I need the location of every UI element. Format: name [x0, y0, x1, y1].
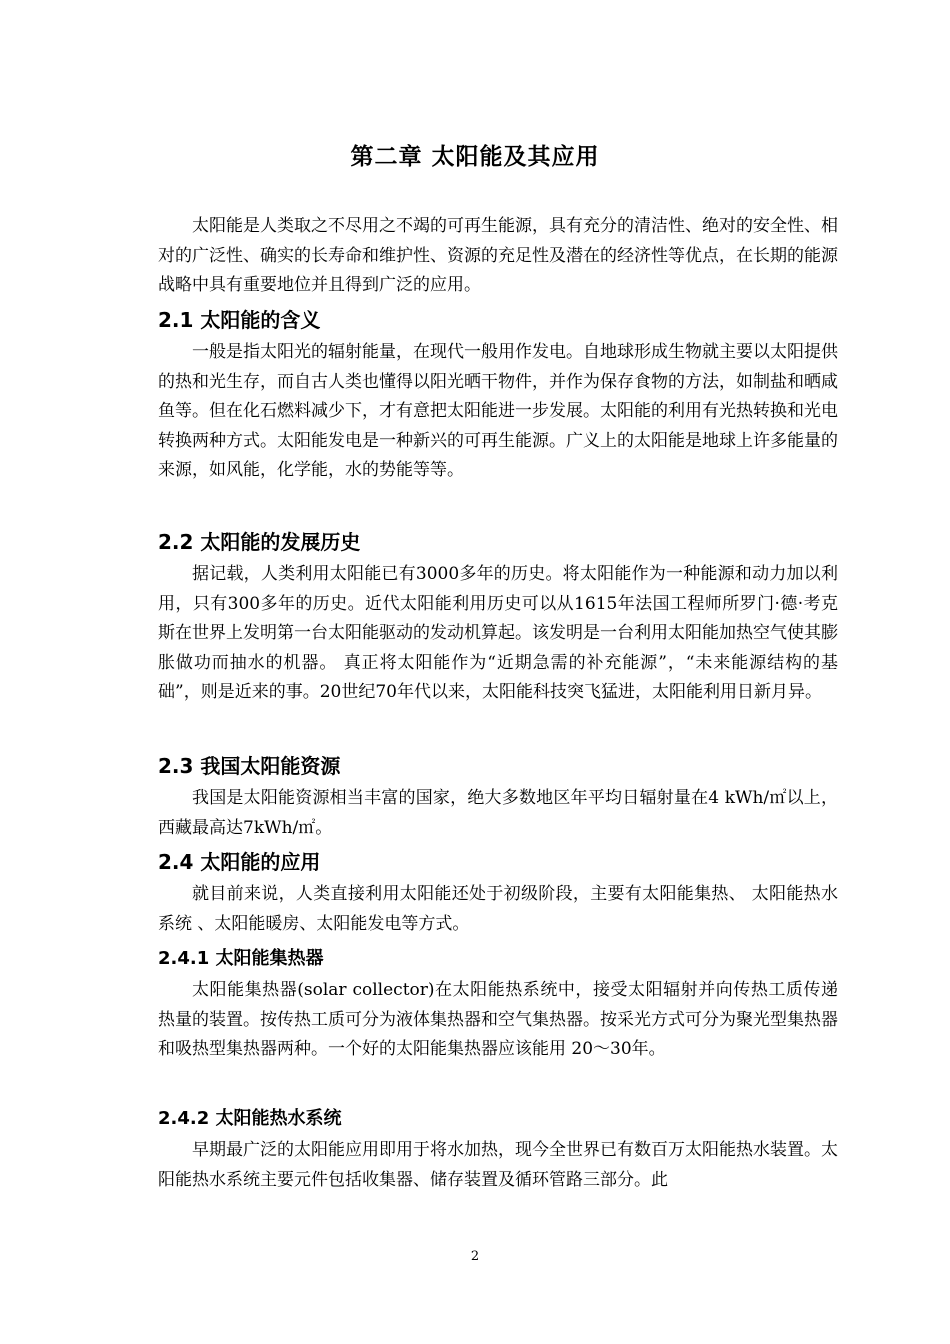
- intro-section: [158, 212, 838, 301]
- section-paragraph-2-1: 一般是指太阳光的辐射能量，在现代一般用作发电。自地球形成生物就主要以太阳提供的热和光生存，而自古人类也懂得以阳光晒干物件，并作为保存食物的方法，如制盐和晒咸鱼等。但在化石燃料减少下，才有意把太阳能进一步发展。太阳能的利用有光热转换和光电转换两种方式。太阳能发电是一种新兴的可再生能源。广义上的太阳能是地球上许多能量的来源，如风能，化学能，水的势能等等。: [158, 342, 838, 480]
- chapter-title: 第二章 太阳能及其应用: [350, 144, 600, 170]
- section-heading-2-4: 2.4 太阳能的应用: [158, 850, 321, 874]
- section-2-4-1: [158, 946, 838, 1065]
- section-paragraph-2-4-1: 太阳能集热器(solar collector)在太阳能热系统中，接受太阳辐射并向传热工质传递热量的装置。按传热工质可分为液体集热器和空气集热器。按采光方式可分为聚光型集热器和吸热型集热器两种。一个好的太阳能集热器应该能用 20～30年。: [158, 980, 838, 1059]
- section-heading-2-3: 2.3 我国太阳能资源: [158, 754, 341, 778]
- section-heading-2-1: 2.1 太阳能的含义: [158, 308, 321, 332]
- page-number: 2: [470, 1249, 480, 1264]
- section-2-1: [158, 306, 838, 486]
- section-paragraph-2-3: 我国是太阳能资源相当丰富的国家，绝大多数地区年平均日辐射量在4 kWh/㎡以上，西藏最高达7kWh/㎡。: [158, 788, 838, 838]
- section-2-3: [158, 752, 838, 843]
- section-paragraph-2-2: 据记载，人类利用太阳能已有3000多年的历史。将太阳能作为一种能源和动力加以利用，只有300多年的历史。近代太阳能利用历史可以从1615年法国工程师所罗门·德·考克斯在世界上发明第一台太阳能驱动的发动机算起。该发明是一台利用太阳能加热空气使其膨胀做功而抽水的机器。 真正将太阳能作为“近期急需的补充能源”，“未来能源结构的基础”，则是近来的事。20世纪70年代以来，太阳能科技突飞猛进，太阳能利用日新月异。: [158, 564, 838, 702]
- section-paragraph-2-4: 就目前来说，人类直接利用太阳能还处于初级阶段，主要有太阳能集热、 太阳能热水系统 、太阳能暖房、太阳能发电等方式。: [158, 884, 838, 934]
- section-2-2: [158, 528, 838, 708]
- section-heading-2-2: 2.2 太阳能的发展历史: [158, 530, 361, 554]
- section-2-4: [158, 848, 838, 939]
- section-paragraph-2-4-2: 早期最广泛的太阳能应用即用于将水加热，现今全世界已有数百万太阳能热水装置。太阳能热水系统主要元件包括收集器、储存装置及循环管路三部分。此: [158, 1140, 838, 1190]
- section-heading-2-4-1: 2.4.1 太阳能集热器: [158, 948, 324, 969]
- section-2-4-2: [158, 1106, 838, 1195]
- intro-paragraph: 太阳能是人类取之不尽用之不竭的可再生能源，具有充分的清洁性、绝对的安全性、相对的广泛性、确实的长寿命和维护性、资源的充足性及潜在的经济性等优点，在长期的能源战略中具有重要地位并且得到广泛的应用。: [158, 216, 838, 295]
- section-heading-2-4-2: 2.4.2 太阳能热水系统: [158, 1108, 342, 1129]
